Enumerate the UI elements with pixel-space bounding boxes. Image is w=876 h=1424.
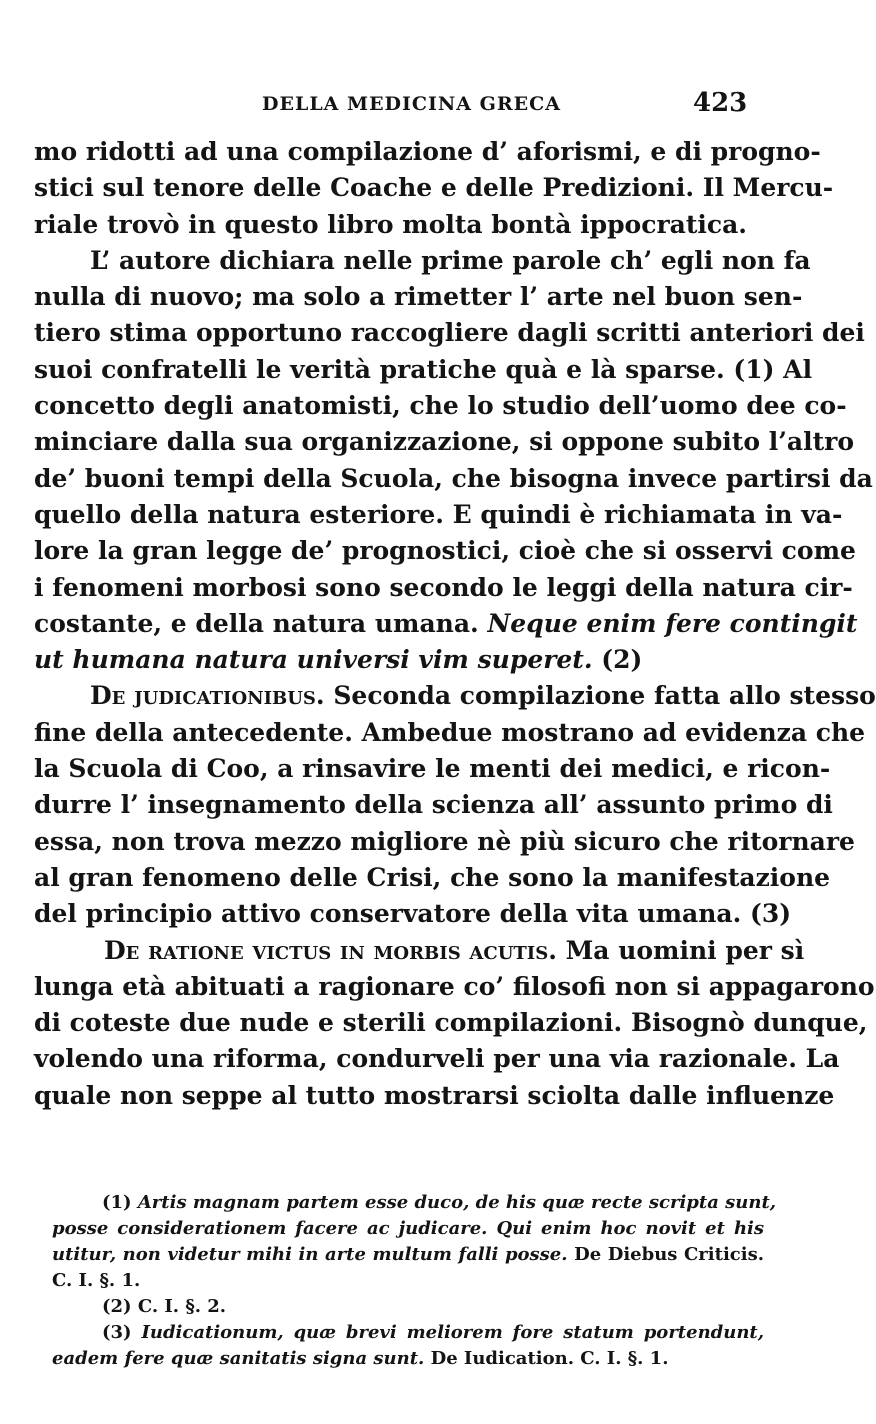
footnote-line: posse considerationem facere ac judicare. Qui enim hoc novit et his: [52, 1218, 764, 1239]
running-title: DELLA MEDICINA GRECA: [262, 93, 562, 115]
text-line: minciare dalla sua organizzazione, si oppone subito l’altro: [34, 427, 855, 457]
text-segment: Ma uomini per sì: [565, 935, 805, 965]
treatise-title: De judicationibus.: [90, 681, 325, 711]
footnote-marker: (3): [102, 1322, 132, 1343]
text-line: lore la gran legge de’ prognostici, cioè che si osservi come: [34, 536, 856, 566]
footnote-line: [52, 1346, 764, 1372]
footnote-2: (2) C. I. §. 2.: [102, 1296, 227, 1317]
text-line: mo ridotti ad una compilazione d’ aforismi, e di progno-: [34, 137, 821, 166]
body-text: [34, 134, 876, 1114]
text-line: tiero stima opportuno raccogliere dagli scritti anteriori dei: [34, 318, 865, 348]
text-segment: Seconda compilazione fatta allo stesso: [333, 681, 876, 711]
paragraph-start: [34, 678, 876, 714]
text-line: quello della natura esteriore. E quindi è richiamata in va-: [34, 499, 843, 529]
text-line: quale non seppe al tutto mostrarsi sciolta dalle influenze: [34, 1080, 835, 1110]
text-line: la Scuola di Coo, a rinsavire le menti dei medici, e ricon-: [34, 754, 831, 784]
text-line: de’ buoni tempi della Scuola, che bisogna invece partirsi da: [34, 463, 873, 493]
text-line: suoi confratelli le verità pratiche quà e là sparse. (1) Al: [34, 354, 813, 384]
footnote-text: utitur, non videtur mihi in arte multum falli posse.: [52, 1244, 568, 1265]
footnote-marker: (1): [102, 1192, 132, 1213]
footnote-line: C. I. §. 1.: [52, 1270, 141, 1291]
text-line: essa, non trova mezzo migliore nè più sicuro che ritornare: [34, 826, 855, 856]
footnote-1: [52, 1190, 777, 1216]
text-line: fine della antecedente. Ambedue mostrano ad evidenza che: [34, 717, 866, 747]
footnote-citation: De Iudication. C. I. §. 1.: [430, 1348, 669, 1369]
text-line: di coteste due nude e sterili compilazioni. Bisognò dunque,: [34, 1008, 868, 1038]
footnote-citation: De Diebus Criticis.: [574, 1244, 764, 1265]
text-line: nulla di nuovo; ma solo a rimetter l’ arte nel buon sen-: [34, 282, 803, 312]
text-line: [34, 606, 858, 642]
treatise-title: De ratione victus in morbis acutis.: [104, 935, 557, 965]
text-line: al gran fenomeno delle Crisi, che sono la manifestazione: [34, 862, 831, 892]
footnote-3: [52, 1320, 764, 1346]
text-line: del principio attivo conservatore della vita umana. (3): [34, 899, 792, 929]
footnote-ref: (2): [601, 645, 643, 675]
footnotes: [52, 1190, 777, 1372]
footnote-text: Iudicationum, quæ brevi meliorem fore statum portendunt,: [141, 1322, 764, 1343]
text-line: durre l’ insegnamento della scienza all’ assunto primo di: [34, 790, 833, 820]
paragraph-start: L’ autore dichiara nelle prime parole ch’ egli non fa: [90, 245, 811, 275]
text-line: riale trovò in questo libro molta bontà ippocratica.: [34, 209, 747, 239]
text-line: [34, 642, 762, 678]
latin-quote: Neque enim fere contingit: [487, 608, 858, 638]
text-line: stici sul tenore delle Coache e delle Predizioni. Il Mercu-: [34, 173, 834, 203]
page-number: 423: [693, 88, 748, 118]
paragraph-start: [34, 933, 805, 969]
footnote-text: Artis magnam partem esse duco, de his quæ recte scripta sunt,: [137, 1192, 777, 1213]
text-line: volendo una riforma, condurveli per una via razionale. La: [34, 1044, 840, 1074]
text-line: concetto degli anatomisti, che lo studio dell’uomo dee co-: [34, 391, 847, 421]
text-line: lunga età abituati a ragionare co’ filosofi non si appagarono: [34, 971, 875, 1001]
footnote-line: [52, 1242, 764, 1268]
text-segment: costante, e della natura umana.: [34, 608, 479, 638]
latin-quote: ut humana natura universi vim superet.: [34, 645, 593, 675]
text-line: i fenomeni morbosi sono secondo le leggi della natura cir-: [34, 572, 853, 602]
footnote-text: eadem fere quæ sanitatis signa sunt.: [52, 1348, 425, 1369]
